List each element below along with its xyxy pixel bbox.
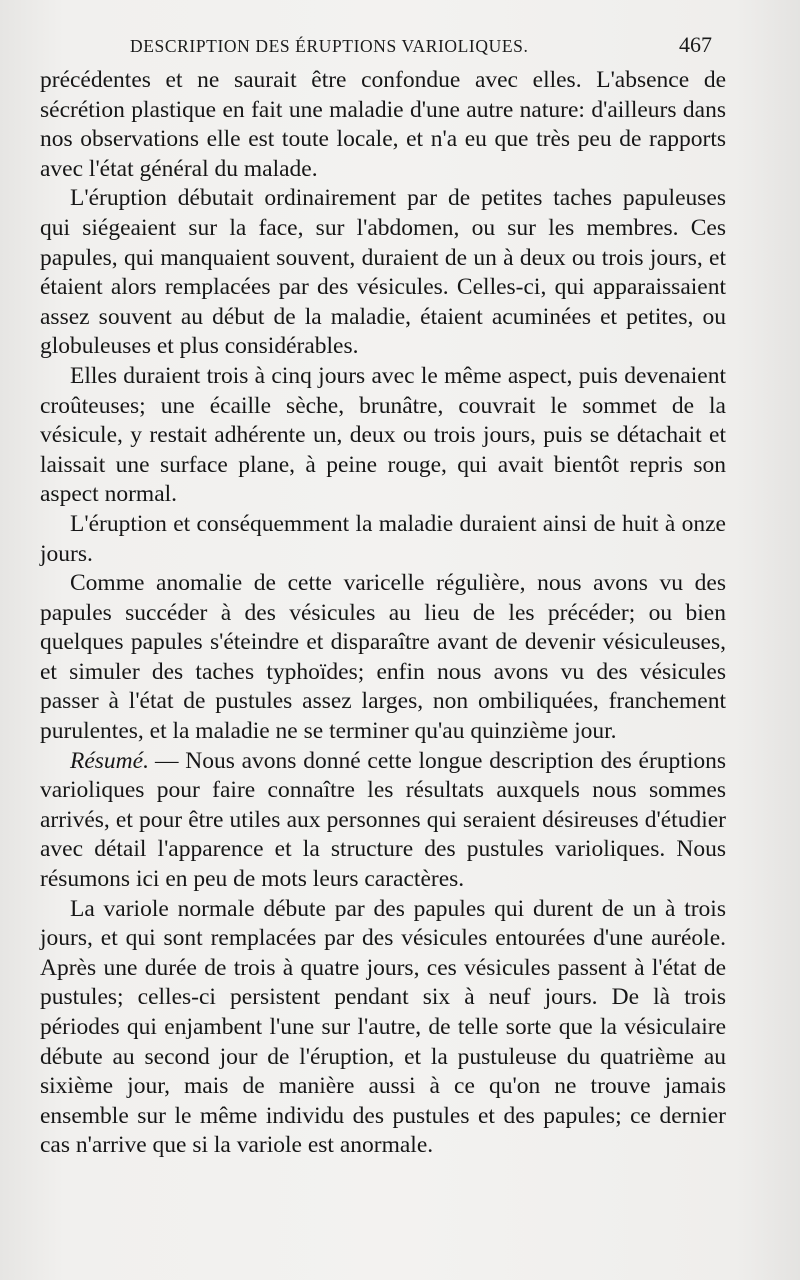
paragraph-text: La variole normale débute par des papules qui durent de un à trois jours, et qui sont remplacées par des vésicules entourées d'une auréole. Après une durée de trois à quatre jours, ces vésicules passent à l'état de pustules; celles-ci persistent pendant six à neuf jours. De là trois périodes qui enjambent l'une sur l'autre, de telle sorte que la vésiculaire débute au second jour de l'éruption, et la pustuleuse du quatrième au sixième jour, mais de manière aussi à ce qu'on ne trouve jamais ensemble sur le même individu des pustules et des papules; ce dernier cas n'arrive que si la variole est anormale. [40, 895, 726, 1159]
paragraph-text: L'éruption débutait ordinairement par de petites taches papuleuses qui siégeaient sur la face, sur l'abdomen, ou sur les membres. Ces papules, qui manquaient souvent, duraient de un à deux ou trois jours, et étaient alors remplacées par des vésicules. Celles-ci, qui apparaissaient assez souvent au début de la maladie, étaient acuminées et petites, ou globuleuses et plus considérables. [40, 185, 726, 360]
paragraph [40, 184, 726, 362]
paragraph-text: — Nous avons donné cette longue description des éruptions varioliques pour faire connaître les résultats auxquels nous sommes arrivés, et pour être utiles aux personnes qui seraient désireuses d'étudier avec détail l'apparence et la structure des pustules varioliques. Nous résumons ici en peu de mots leurs caractères. [40, 747, 726, 893]
paragraph-text: Comme anomalie de cette varicelle régulière, nous avons vu des papules succéder à des vésicules au lieu de les précéder; ou bien quelques papules s'éteindre et disparaître avant de devenir vésiculeuses, et simuler des taches typhoïdes; enfin nous avons vu des vésicules passer à l'état de pustules assez larges, non ombiliquées, franchement purulentes, et la maladie ne se terminer qu'au quinzième jour. [40, 570, 726, 745]
summary-label: Résumé. [70, 747, 149, 774]
running-title: DESCRIPTION DES ÉRUPTIONS VARIOLIQUES. [130, 36, 529, 56]
page-number: 467 [679, 32, 712, 57]
paragraph-text: Elles duraient trois à cinq jours avec le même aspect, puis devenaient croûteuses; une écaille sèche, brunâtre, couvrait le sommet de la vésicule, y restait adhérente un, deux ou trois jours, puis se détachait et laissait une surface plane, à peine rouge, qui avait bientôt repris son aspect normal. [40, 362, 726, 508]
paragraph-text: précédentes et ne saurait être confondue avec elles. L'absence de sécrétion plastique en fait une maladie d'une autre nature: d'ailleurs dans nos observations elle est toute locale, et n'a eu que très peu de rapports avec l'état général du malade. [40, 67, 726, 182]
paragraph [40, 895, 726, 1161]
body-text [40, 66, 726, 1161]
paragraph [40, 569, 726, 747]
paragraph [40, 510, 726, 569]
summary-paragraph [40, 747, 726, 895]
paragraph-text: L'éruption et conséquemment la maladie duraient ainsi de huit à onze jours. [40, 510, 726, 567]
paragraph [40, 66, 726, 184]
paragraph [40, 362, 726, 510]
page-header [44, 34, 712, 64]
